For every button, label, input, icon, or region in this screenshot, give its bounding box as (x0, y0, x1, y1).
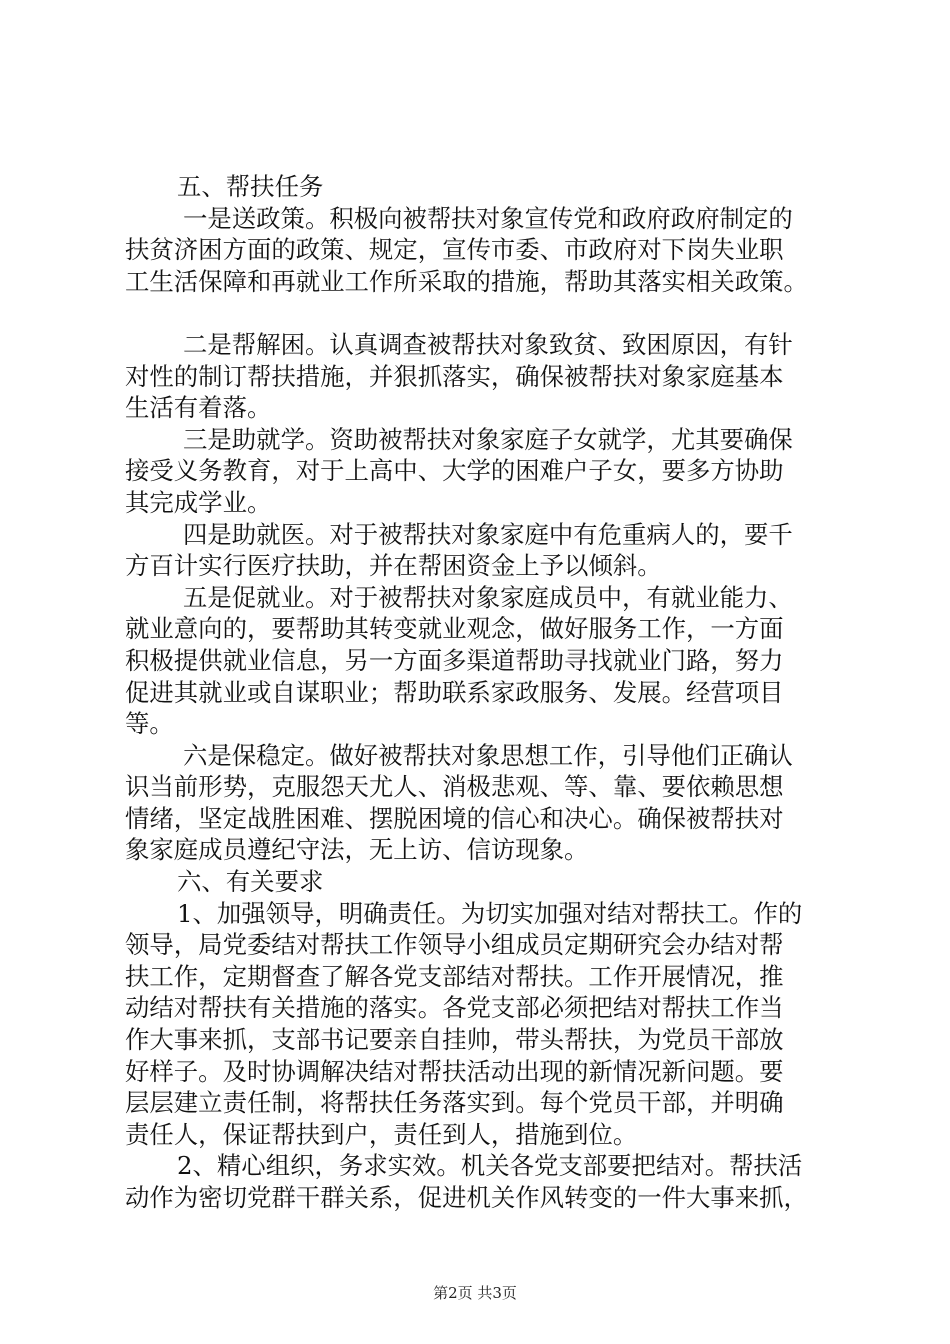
section-heading-assistance-tasks: 五、帮扶任务 (177, 172, 324, 201)
paragraph-line: 接受义务教育，对于上高中、大学的困难户子女，要多方协助 (125, 456, 784, 486)
paragraph-line: 二是帮解困。认真调查被帮扶对象致贫、致困原因，有针 (183, 329, 793, 359)
paragraph-line: 对性的制订帮扶措施，并狠抓落实，确保被帮扶对象家庭基本 (125, 361, 784, 391)
paragraph-line: 层层建立责任制，将帮扶任务落实到。每个党员干部，并明确 (125, 1088, 784, 1118)
paragraph-line: 方百计实行医疗扶助，并在帮困资金上予以倾斜。 (125, 551, 662, 581)
paragraph-line: 作大事来抓，支部书记要亲自挂帅，带头帮扶，为党员干部放 (125, 1025, 784, 1055)
paragraph-line: 六是保稳定。做好被帮扶对象思想工作，引导他们正确认 (183, 740, 793, 770)
paragraph-line: 扶工作，定期督查了解各党支部结对帮扶。工作开展情况，推 (125, 961, 784, 991)
paragraph-line: 等。 (125, 709, 174, 739)
paragraph-line: 象家庭成员遵纪守法，无上访、信访现象。 (125, 835, 589, 865)
page-number-footer: 第2页 共3页 (433, 1284, 517, 1302)
paragraph-line: 1、加强领导，明确责任。为切实加强对结对帮扶工。作的 (177, 898, 803, 928)
paragraph-line: 责任人，保证帮扶到户，责任到人，措施到位。 (125, 1119, 638, 1149)
section-heading-requirements: 六、有关要求 (177, 867, 324, 897)
paragraph-line: 动作为密切党群干群关系，促进机关作风转变的一件大事来抓， (125, 1183, 808, 1212)
document-body (125, 171, 837, 1214)
blank-line (125, 297, 837, 329)
paragraph-line: 一是送政策。积极向被帮扶对象宣传党和政府政府制定的 (183, 203, 793, 233)
paragraph-line: 扶贫济困方面的政策、规定，宣传市委、市政府对下岗失业职 (125, 235, 784, 265)
paragraph-line: 动结对帮扶有关措施的落实。各党支部必须把结对帮扶工作当 (125, 993, 784, 1023)
paragraph-line: 就业意向的，要帮助其转变就业观念，做好服务工作，一方面 (125, 614, 784, 644)
paragraph-line: 积极提供就业信息，另一方面多渠道帮助寻找就业门路，努力 (125, 645, 784, 675)
paragraph-line: 情绪，坚定战胜困难、摆脱困境的信心和决心。确保被帮扶对 (125, 803, 784, 833)
paragraph-line: 四是助就医。对于被帮扶对象家庭中有危重病人的，要千 (183, 519, 793, 549)
paragraph-line: 工生活保障和再就业工作所采取的措施，帮助其落实相关政策。 (125, 266, 808, 296)
paragraph-line: 好样子。及时协调解决结对帮扶活动出现的新情况新问题。要 (125, 1056, 784, 1086)
paragraph-line: 识当前形势，克服怨天尤人、消极悲观、等、靠、要依赖思想 (125, 772, 784, 802)
paragraph-line: 生活有着落。 (125, 393, 272, 423)
paragraph-line: 五是促就业。对于被帮扶对象家庭成员中，有就业能力、 (183, 582, 793, 612)
paragraph-line: 其完成学业。 (125, 487, 272, 517)
paragraph-line: 2、精心组织，务求实效。机关各党支部要把结对。帮扶活 (177, 1151, 803, 1181)
paragraph-line: 促进其就业或自谋职业；帮助联系家政服务、发展。经营项目 (125, 677, 784, 707)
paragraph-line: 三是助就学。资助被帮扶对象家庭子女就学，尤其要确保 (183, 424, 793, 454)
paragraph-line: 领导，局党委结对帮扶工作领导小组成员定期研究会办结对帮 (125, 930, 784, 960)
